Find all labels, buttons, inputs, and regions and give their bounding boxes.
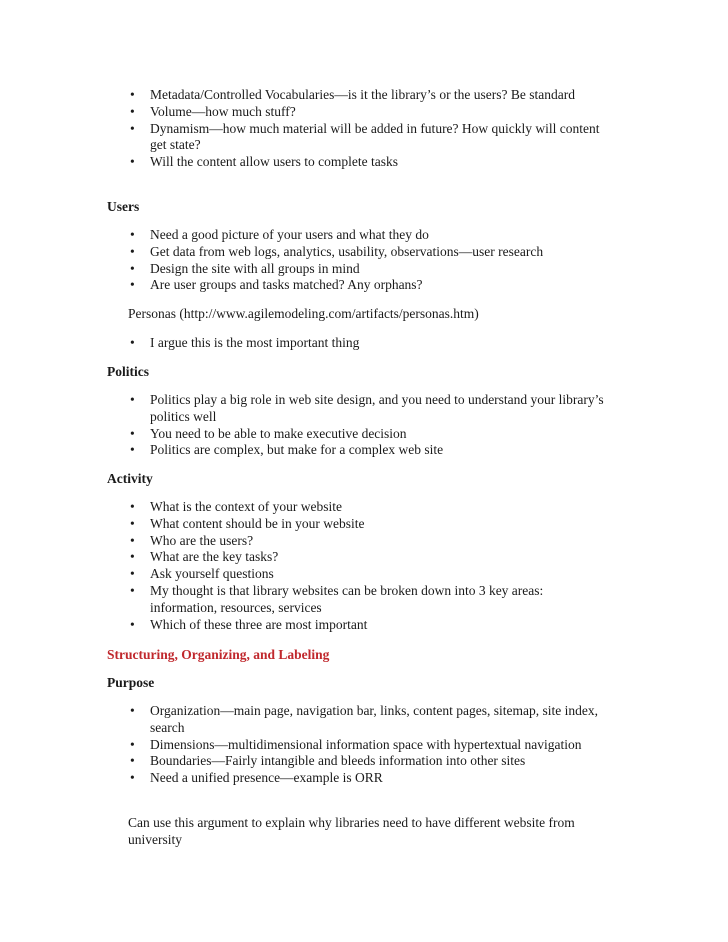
section-heading-purpose: Purpose bbox=[107, 675, 155, 690]
bullet-icon: • bbox=[130, 243, 135, 259]
list-item: • Politics play a big role in web site design, and you need to understand your library’s politics well bbox=[130, 392, 604, 424]
bullet-icon: • bbox=[130, 260, 135, 276]
list-item: • What content should be in your website bbox=[130, 515, 365, 531]
bullet-icon: • bbox=[130, 442, 135, 458]
closing-paragraph: Can use this argument to explain why libraries need to have different website from university bbox=[128, 815, 575, 847]
bullet-icon: • bbox=[130, 736, 135, 752]
list-item: • Volume—how much stuff? bbox=[130, 103, 296, 119]
list-item: • Metadata/Controlled Vocabularies—is it the library’s or the users? Be standard bbox=[130, 87, 576, 102]
list-item: • What is the context of your website bbox=[130, 499, 342, 514]
list-item: • What are the key tasks? bbox=[130, 549, 279, 565]
bullet-icon: • bbox=[130, 154, 135, 170]
bullet-icon: • bbox=[130, 277, 135, 293]
users-list2-block bbox=[0, 335, 728, 352]
users-list-block bbox=[0, 227, 728, 294]
list-item: • Need a unified presence—example is ORR bbox=[130, 770, 383, 786]
bullet-icon: • bbox=[130, 582, 135, 598]
activity-list bbox=[0, 499, 728, 633]
bullet-icon: • bbox=[130, 532, 135, 548]
list-item: • Are user groups and tasks matched? Any orphans? bbox=[130, 277, 423, 293]
list-item: • You need to be able to make executive decision bbox=[130, 425, 407, 441]
list-item: • Dimensions—multidimensional information space with hypertextual navigation bbox=[130, 736, 582, 752]
politics-list-block bbox=[0, 392, 728, 459]
purpose-list bbox=[0, 703, 728, 787]
bullet-icon: • bbox=[130, 120, 135, 136]
list-item: • Need a good picture of your users and what they do bbox=[130, 227, 429, 242]
intro-list-block bbox=[0, 87, 728, 171]
list-item: • Dynamism—how much material will be added in future? How quickly will content get state? bbox=[130, 120, 600, 153]
purpose-list-block bbox=[0, 703, 728, 787]
list-item: • Design the site with all groups in mind bbox=[130, 260, 360, 276]
bullet-icon: • bbox=[130, 770, 135, 786]
bullet-icon: • bbox=[130, 499, 135, 514]
list-item: • I argue this is the most important thing bbox=[130, 335, 360, 350]
bullet-icon: • bbox=[130, 425, 135, 441]
users-list bbox=[0, 227, 728, 294]
list-item: • Who are the users? bbox=[130, 532, 254, 548]
bullet-icon: • bbox=[130, 87, 135, 102]
bullet-icon: • bbox=[130, 392, 135, 407]
personas-paragraph: Personas (http://www.agilemodeling.com/artifacts/personas.htm) bbox=[128, 306, 479, 321]
intro-list bbox=[0, 87, 728, 171]
politics-list bbox=[0, 392, 728, 459]
bullet-icon: • bbox=[130, 703, 135, 718]
bullet-icon: • bbox=[130, 753, 135, 769]
bullet-icon: • bbox=[130, 566, 135, 582]
bullet-icon: • bbox=[130, 515, 135, 531]
list-item: • My thought is that library websites can be broken down into 3 key areas: information, resources, services bbox=[130, 582, 544, 615]
list-item: • Will the content allow users to complete tasks bbox=[130, 154, 399, 170]
bullet-icon: • bbox=[130, 549, 135, 565]
list-item: • Which of these three are most important bbox=[130, 616, 368, 632]
bullet-icon: • bbox=[130, 227, 135, 242]
list-item: • Politics are complex, but make for a complex web site bbox=[130, 442, 444, 458]
activity-list-block bbox=[0, 499, 728, 633]
list-item: • Get data from web logs, analytics, usability, observations—user research bbox=[130, 243, 544, 259]
users-list-2 bbox=[0, 335, 728, 352]
bullet-icon: • bbox=[130, 103, 135, 119]
section-heading-users: Users bbox=[107, 199, 140, 214]
section-heading-politics: Politics bbox=[107, 364, 149, 379]
list-item: • Organization—main page, navigation bar, links, content pages, sitemap, site index, search bbox=[130, 703, 598, 735]
list-item: • Ask yourself questions bbox=[130, 566, 274, 582]
section-heading-structuring: Structuring, Organizing, and Labeling bbox=[107, 647, 330, 662]
list-item: • Boundaries—Fairly intangible and bleeds information into other sites bbox=[130, 753, 526, 769]
bullet-icon: • bbox=[130, 616, 135, 632]
section-heading-activity: Activity bbox=[107, 471, 153, 486]
bullet-icon: • bbox=[130, 335, 135, 350]
